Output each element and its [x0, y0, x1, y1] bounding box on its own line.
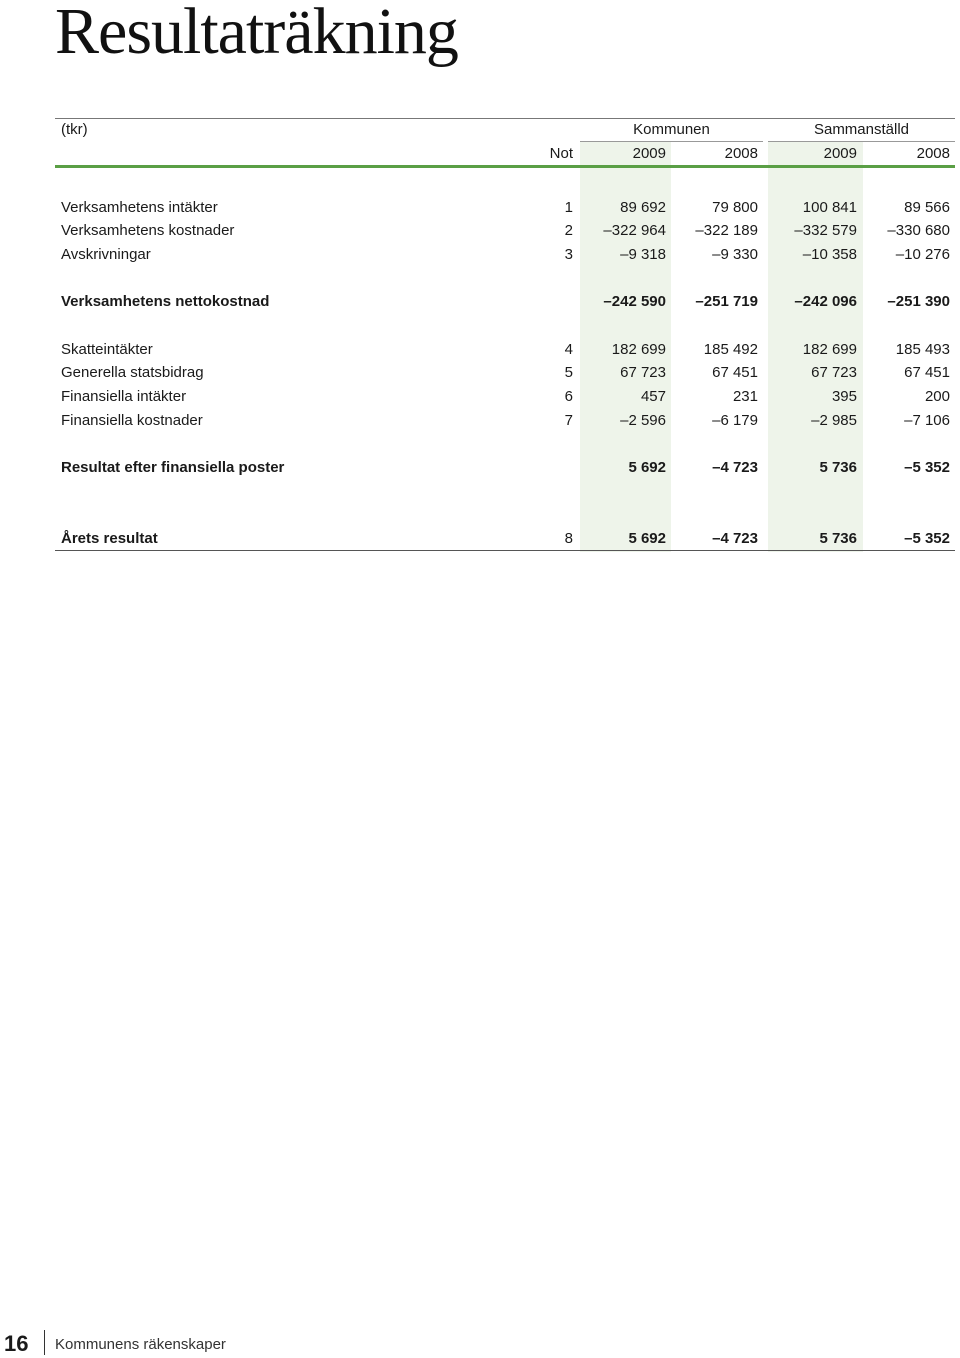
page-title: Resultaträkning: [55, 0, 458, 68]
row-value: –9 318: [620, 246, 666, 263]
row-value: –2 596: [620, 412, 666, 429]
table-header-years: [55, 142, 955, 166]
table-row-subtotal: [55, 290, 955, 314]
table-bottom-rule: [55, 550, 955, 551]
row-value: 200: [924, 388, 950, 405]
row-value: –332 579: [794, 222, 857, 239]
row-not: 5: [564, 364, 573, 381]
row-label: Finansiella intäkter: [61, 388, 187, 405]
row-label: Verksamhetens intäkter: [61, 199, 218, 216]
row-value: –6 179: [712, 412, 758, 429]
table-row: [55, 409, 955, 433]
row-label: Finansiella kostnader: [61, 412, 203, 429]
row-value: 89 692: [620, 199, 666, 216]
row-value: 185 493: [895, 341, 950, 358]
row-value: 79 800: [712, 199, 758, 216]
table-row-total: [55, 527, 955, 551]
row-value: –2 985: [811, 412, 857, 429]
row-value: –9 330: [712, 246, 758, 263]
row-value: –10 276: [895, 246, 950, 263]
table-row-subtotal: [55, 456, 955, 480]
row-label: Avskrivningar: [61, 246, 151, 263]
table-row: [55, 385, 955, 409]
row-value: 100 841: [802, 199, 857, 216]
group-header-sammanstalld: Sammanställd: [813, 121, 910, 138]
row-value: 395: [831, 388, 857, 405]
row-value: 67 723: [620, 364, 666, 381]
row-value: –242 096: [794, 293, 857, 310]
row-value: 182 699: [802, 341, 857, 358]
row-value: –5 352: [904, 530, 950, 547]
row-value: 5 692: [628, 530, 666, 547]
row-not: 3: [564, 246, 573, 263]
table-row: [55, 196, 955, 220]
row-label: Skatteintäkter: [61, 341, 153, 358]
row-value: 5 736: [819, 459, 857, 476]
row-value: –242 590: [603, 293, 666, 310]
table-header-groups: [55, 118, 955, 142]
row-value: –251 390: [887, 293, 950, 310]
row-value: –322 189: [695, 222, 758, 239]
row-value: –4 723: [712, 530, 758, 547]
page-number: 16: [0, 1330, 45, 1355]
row-value: –251 719: [695, 293, 758, 310]
year-header: 2008: [724, 145, 758, 162]
row-value: 185 492: [703, 341, 758, 358]
row-label: Resultat efter finansiella poster: [61, 459, 285, 476]
row-value: 89 566: [904, 199, 950, 216]
year-header: 2008: [916, 145, 950, 162]
row-value: 182 699: [611, 341, 666, 358]
row-not: 7: [564, 412, 573, 429]
row-value: 5 692: [628, 459, 666, 476]
row-label: Årets resultat: [61, 530, 158, 547]
row-value: –322 964: [603, 222, 666, 239]
table-row: [55, 219, 955, 243]
income-statement-table: [55, 118, 955, 552]
row-value: –330 680: [887, 222, 950, 239]
row-label: Generella statsbidrag: [61, 364, 204, 381]
row-not: 6: [564, 388, 573, 405]
row-value: 231: [732, 388, 758, 405]
row-not: 1: [564, 199, 573, 216]
row-value: 457: [640, 388, 666, 405]
row-value: –4 723: [712, 459, 758, 476]
table-row: [55, 338, 955, 362]
row-label: Verksamhetens nettokostnad: [61, 293, 270, 310]
row-not: 8: [564, 530, 573, 547]
year-header: 2009: [823, 145, 857, 162]
row-value: –7 106: [904, 412, 950, 429]
row-label: Verksamhetens kostnader: [61, 222, 235, 239]
table-row: [55, 243, 955, 267]
not-header: Not: [549, 145, 573, 162]
group-header-kommunen: Kommunen: [633, 121, 710, 138]
row-value: –10 358: [802, 246, 857, 263]
footer-section-title: Kommunens räkenskaper: [55, 1336, 226, 1353]
unit-label: (tkr): [61, 121, 88, 138]
page-footer: [0, 1330, 960, 1355]
row-value: 67 723: [811, 364, 857, 381]
row-not: 2: [564, 222, 573, 239]
row-value: 67 451: [712, 364, 758, 381]
row-not: 4: [564, 341, 573, 358]
year-header: 2009: [632, 145, 666, 162]
row-value: 67 451: [904, 364, 950, 381]
row-value: –5 352: [904, 459, 950, 476]
table-row: [55, 361, 955, 385]
row-value: 5 736: [819, 530, 857, 547]
